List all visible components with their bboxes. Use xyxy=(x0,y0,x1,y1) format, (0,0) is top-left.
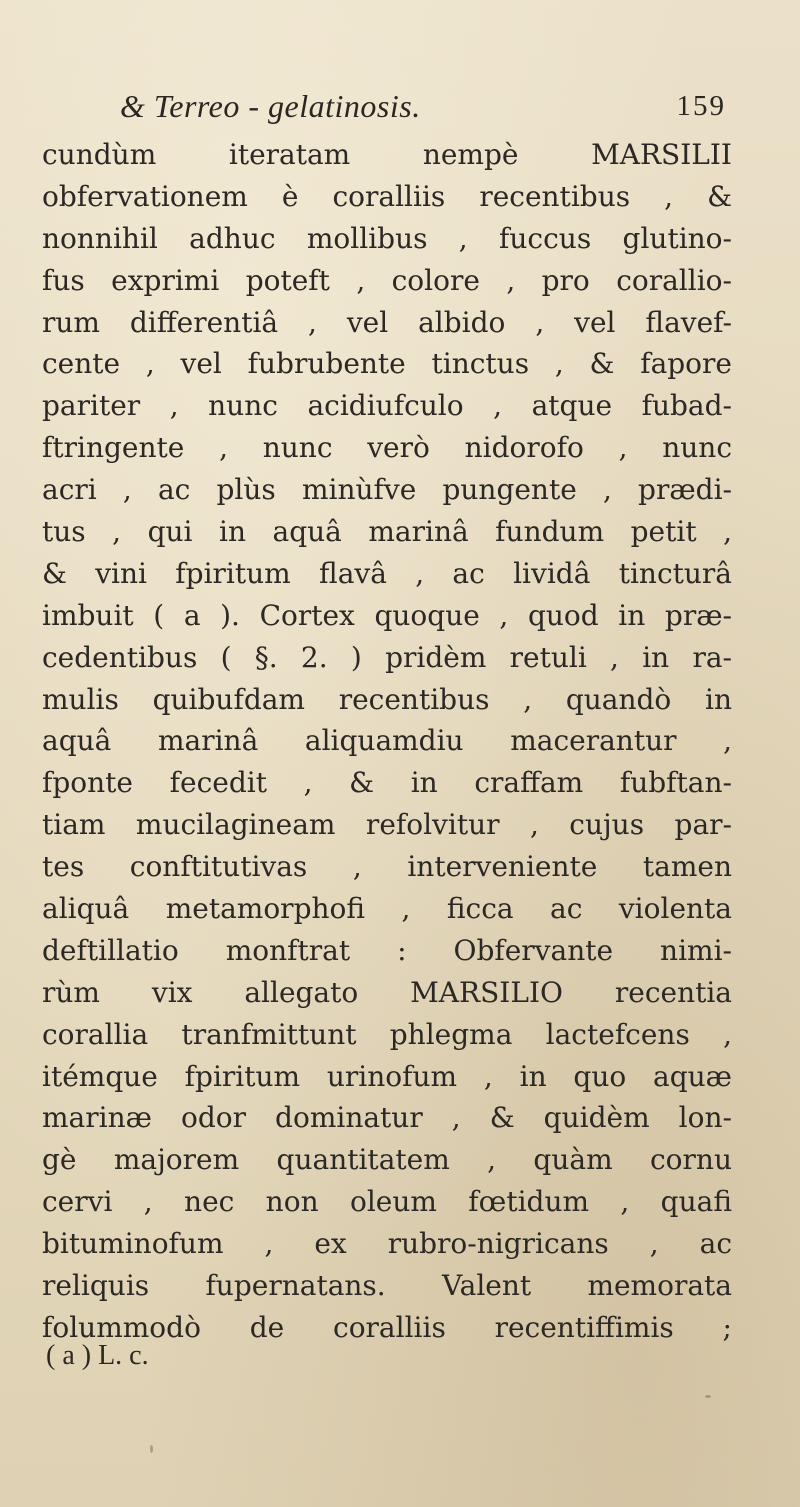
text-line: rum differentiâ , vel albido , vel flavef- xyxy=(42,305,732,339)
text-line: deftillatio monftrat : Obfervante nimi- xyxy=(42,933,732,967)
text-line: acri , ac plùs minùfve pungente , prædi- xyxy=(42,473,732,507)
text-line: corallia tranfmittunt phlegma lactefcens , xyxy=(42,1017,732,1051)
text-line: folummodò de coralliis recentiffimis ; xyxy=(42,1310,732,1344)
text-line: aliquâ metamorphofi , ficca ac violenta xyxy=(42,892,732,926)
text-line: cundùm iteratam nempè MARSILII xyxy=(42,138,732,171)
text-line: cedentibus ( §. 2. ) pridèm retuli , in ra- xyxy=(42,640,732,674)
text-line: reliquis fupernatans. Valent memorata xyxy=(42,1269,732,1303)
paper-speck xyxy=(705,1395,711,1398)
text-line: rùm vix allegato MARSILIO recentia xyxy=(42,975,732,1009)
text-line: fponte fecedit , & in craffam fubftan- xyxy=(42,766,732,800)
page-number: 159 xyxy=(676,90,726,122)
text-line: tes conftitutivas , interveniente tamen xyxy=(42,850,732,884)
footnote: ( a ) L. c. xyxy=(46,1340,149,1371)
text-line: tus , qui in aquâ marinâ fundum petit , xyxy=(42,515,732,549)
text-line: itémque fpiritum urinofum , in quo aquæ xyxy=(42,1059,732,1093)
text-line: & vini fpiritum flavâ , ac lividâ tincturâ xyxy=(42,556,732,590)
body-text xyxy=(42,134,732,1349)
text-line: marinæ odor dominatur , & quidèm lon- xyxy=(42,1101,732,1135)
text-line: obfervationem è coralliis recentibus , & xyxy=(42,179,732,213)
text-line: aquâ marinâ aliquamdiu macerantur , xyxy=(42,724,732,758)
text-line: fus exprimi poteft , colore , pro corallio- xyxy=(42,263,732,297)
paper-speck xyxy=(150,1445,153,1453)
text-line: nonnihil adhuc mollibus , fuccus glutino- xyxy=(42,221,732,255)
running-title: & Terreo - gelatinosis. xyxy=(120,88,421,124)
text-line: bituminofum , ex rubro-nigricans , ac xyxy=(42,1227,732,1261)
text-line: mulis quibufdam recentibus , quandò in xyxy=(42,682,732,716)
running-header xyxy=(90,82,726,130)
text-line: gè majorem quantitatem , quàm cornu xyxy=(42,1143,732,1177)
text-line: cervi , nec non oleum fœtidum , quafi xyxy=(42,1185,732,1219)
text-line: ftringente , nunc verò nidorofo , nunc xyxy=(42,431,732,465)
text-line: imbuit ( a ). Cortex quoque , quod in præ- xyxy=(42,598,732,632)
text-line: pariter , nunc acidiufculo , atque fubad- xyxy=(42,389,732,423)
text-line: cente , vel fubrubente tinctus , & fapore xyxy=(42,347,732,381)
text-line: tiam mucilagineam refolvitur , cujus par- xyxy=(42,808,732,842)
